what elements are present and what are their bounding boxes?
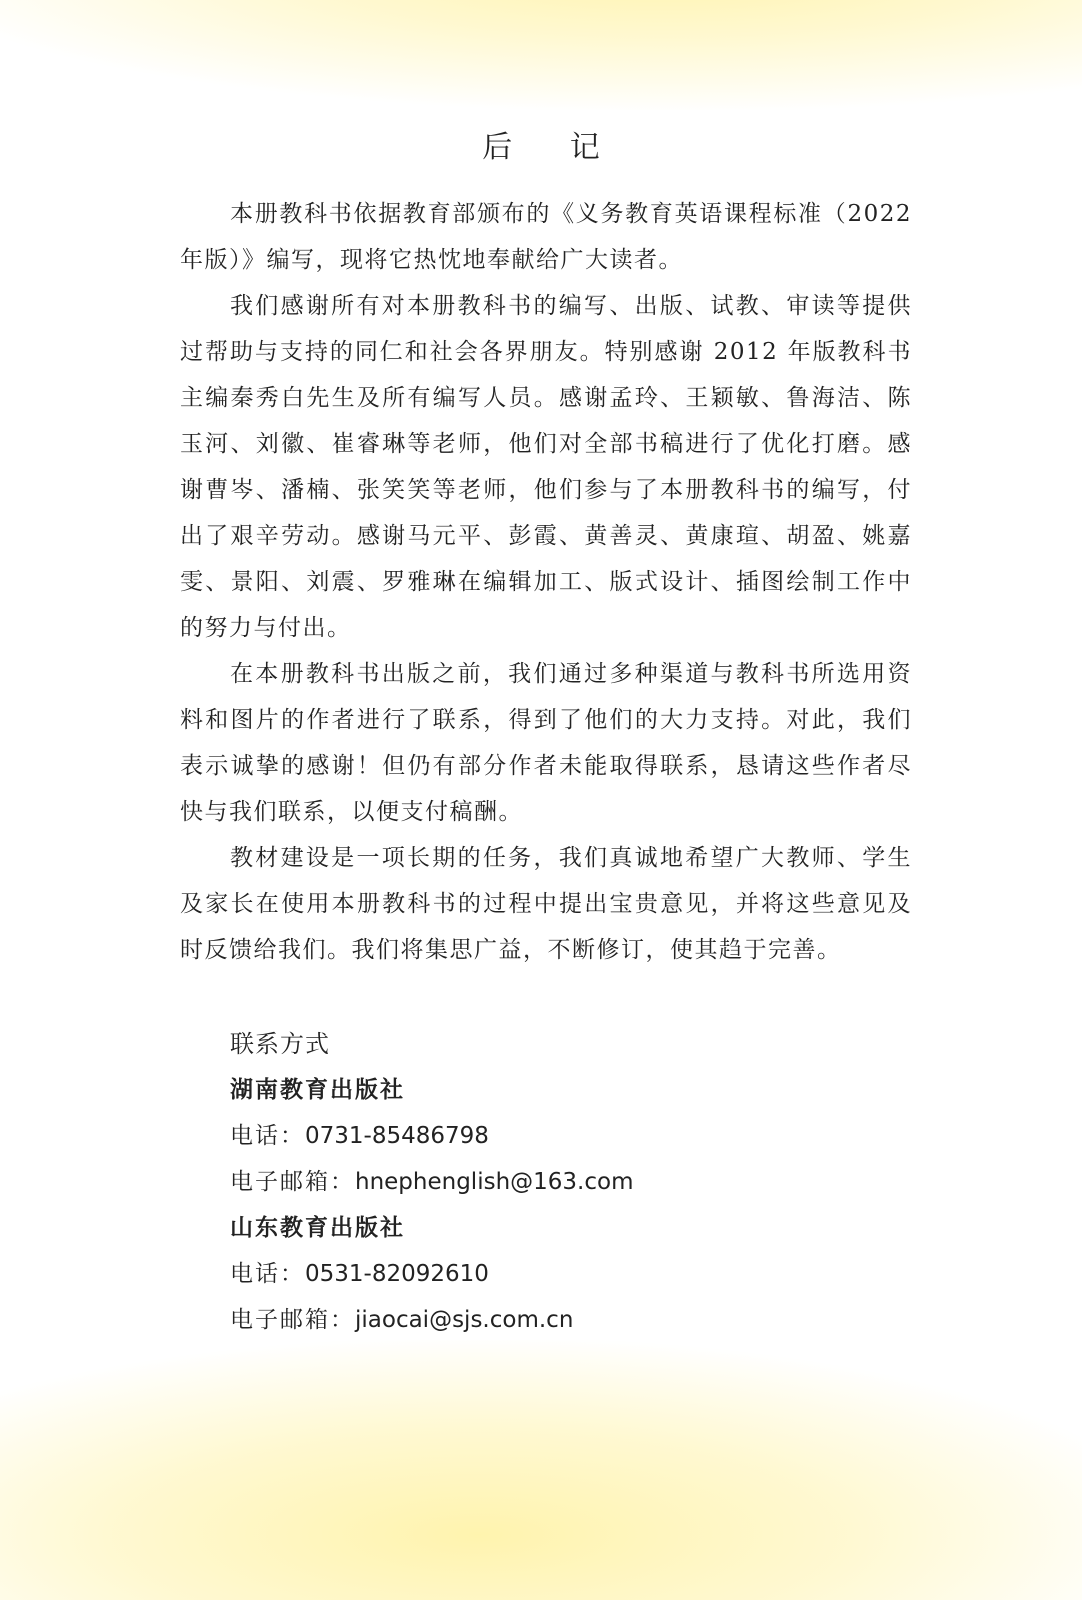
bottom-yellow-glow	[0, 1340, 1082, 1600]
paragraph-3: 在本册教科书出版之前，我们通过多种渠道与教科书所选用资料和图片的作者进行了联系，得到了他们的大力支持。对此，我们表示诚挚的感谢！但仍有部分作者未能取得联系，恳请这些作者尽快与我们联系，以便支付稿酬。	[180, 661, 912, 825]
phone-label: 电话：	[230, 1123, 305, 1149]
contact-section	[230, 1021, 930, 1343]
email-line-hunan	[230, 1159, 930, 1205]
paragraph-1: 本册教科书依据教育部颁布的《义务教育英语课程标准（2022年版）》编写，现将它热忱地奉献给广大读者。	[180, 201, 912, 273]
phone-number-hunan: 0731-85486798	[305, 1123, 489, 1149]
top-yellow-glow	[0, 0, 1082, 110]
email-label: 电子邮箱：	[230, 1169, 355, 1195]
phone-line-hunan	[230, 1113, 930, 1159]
afterword-body	[180, 191, 912, 973]
publisher-name-shandong: 山东教育出版社	[230, 1214, 405, 1241]
phone-label: 电话：	[230, 1261, 305, 1287]
email-address-hunan[interactable]: hnephenglish@163.com	[355, 1169, 634, 1195]
contact-heading: 联系方式	[230, 1030, 330, 1058]
paragraph-4: 教材建设是一项长期的任务，我们真诚地希望广大教师、学生及家长在使用本册教科书的过程中提出宝贵意见，并将这些意见及时反馈给我们。我们将集思广益，不断修订，使其趋于完善。	[180, 845, 912, 963]
email-address-shandong[interactable]: jiaocai@sjs.com.cn	[355, 1307, 574, 1333]
phone-line-shandong	[230, 1251, 930, 1297]
page-title: 后 记	[482, 130, 624, 165]
phone-number-shandong: 0531-82092610	[305, 1261, 489, 1287]
email-label: 电子邮箱：	[230, 1307, 355, 1333]
paragraph-2: 我们感谢所有对本册教科书的编写、出版、试教、审读等提供过帮助与支持的同仁和社会各界朋友。特别感谢 2012 年版教科书主编秦秀白先生及所有编写人员。感谢孟玲、王颖敏、鲁海洁、陈玉河、刘徽、崔睿琳等老师，他们对全部书稿进行了优化打磨。感谢曹岑、潘楠、张笑笑等老师，他们参与了本册教科书的编写，付出了艰辛劳动。感谢马元平、彭霞、黄善灵、黄康瑄、胡盈、姚嘉雯、景阳、刘震、罗雅琳在编辑加工、版式设计、插图绘制工作中的努力与付出。	[180, 293, 912, 641]
email-line-shandong	[230, 1297, 930, 1343]
publisher-name-hunan: 湖南教育出版社	[230, 1076, 405, 1103]
